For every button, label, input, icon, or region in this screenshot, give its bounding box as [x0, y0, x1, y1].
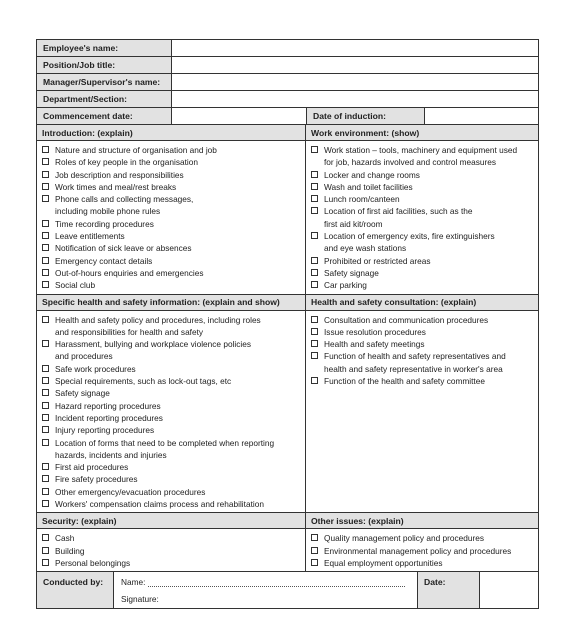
signature-label: Signature:: [121, 594, 159, 605]
employee-name-label: Employee's name:: [37, 40, 171, 56]
induction-date-field[interactable]: [424, 108, 538, 124]
introduction-item-label: Out-of-hours enquiries and emergencies: [55, 267, 204, 278]
security-section: [37, 513, 306, 571]
conducted-by-row: [37, 572, 538, 608]
other-issues-item-label: Quality management policy and procedures: [324, 533, 485, 544]
security-item-label: Cash: [55, 533, 75, 544]
introduction-item: [41, 242, 305, 254]
introduction-item: [41, 218, 305, 230]
conducted-by-label: Conducted by:: [37, 572, 113, 608]
work-environment-item-label: Car parking: [324, 280, 367, 291]
checkbox[interactable]: [311, 257, 318, 264]
department-label: Department/Section:: [37, 91, 171, 107]
work-environment-item: [310, 255, 538, 267]
other-issues-item-label: Equal employment opportunities: [324, 557, 443, 568]
security-item: [41, 545, 305, 557]
checkbox[interactable]: [42, 220, 49, 227]
date-field[interactable]: [479, 572, 538, 608]
work-environment-item-label: Safety signage: [324, 267, 379, 278]
introduction-item-label: Notification of sick leave or absences: [55, 243, 192, 254]
intro-work-section: [37, 125, 538, 295]
consultation-item-label: Function of the health and safety committee: [324, 376, 485, 387]
manager-field[interactable]: [171, 74, 538, 90]
checkbox[interactable]: [42, 365, 49, 372]
checkbox[interactable]: [311, 269, 318, 276]
checkbox[interactable]: [42, 439, 49, 446]
security-item: [41, 557, 305, 569]
health-safety-consultation-heading: Health and safety consultation: (explain): [306, 295, 538, 311]
introduction-item-label: Leave entitlements: [55, 231, 125, 242]
consultation-item-label: Issue resolution procedures: [324, 326, 426, 337]
security-item: [41, 532, 305, 544]
checkbox[interactable]: [42, 171, 49, 178]
checkbox[interactable]: [311, 559, 318, 566]
work-environment-item-label: Prohibited or restricted areas: [324, 255, 431, 266]
commencement-date-field[interactable]: [171, 108, 306, 124]
health-safety-info-item-label: Location of forms that need to be completed when reporting hazards, incidents and injuries: [55, 437, 275, 460]
checkbox[interactable]: [42, 547, 49, 554]
introduction-section: [37, 125, 306, 294]
employee-name-row: [37, 40, 538, 57]
conducted-by-fields: [121, 572, 421, 604]
health-safety-info-item-label: Harassment, bullying and workplace violence policies and procedures: [55, 339, 251, 362]
work-environment-item-label: Lunch room/canteen: [324, 194, 400, 205]
introduction-item-label: Job description and responsibilities: [55, 169, 184, 180]
health-safety-section: [37, 295, 538, 514]
security-item-label: Building: [55, 545, 85, 556]
checkbox[interactable]: [42, 377, 49, 384]
consultation-item: [310, 375, 538, 387]
work-environment-item: [310, 205, 538, 230]
work-environment-checklist: [306, 141, 538, 294]
checkbox[interactable]: [42, 232, 49, 239]
work-environment-item: [310, 144, 538, 169]
health-safety-info-item-label: Injury reporting procedures: [55, 425, 155, 436]
introduction-item: [41, 255, 305, 267]
checkbox[interactable]: [42, 463, 49, 470]
consultation-item: [310, 338, 538, 350]
other-issues-checklist: [306, 529, 538, 571]
checkbox[interactable]: [42, 340, 49, 347]
security-heading: Security: (explain): [37, 513, 305, 529]
health-safety-info-item-label: Other emergency/evacuation procedures: [55, 486, 206, 497]
health-safety-info-item-label: Special requirements, such as lock-out tags, etc: [55, 376, 232, 387]
checkbox[interactable]: [311, 328, 318, 335]
checkbox[interactable]: [311, 340, 318, 347]
checkbox[interactable]: [42, 414, 49, 421]
health-safety-info-item: [41, 437, 305, 462]
health-safety-info-item-label: First aid procedures: [55, 462, 129, 473]
work-environment-item-label: Wash and toilet facilities: [324, 181, 413, 192]
security-checklist: [37, 529, 305, 571]
other-issues-section: [306, 513, 538, 571]
health-safety-info-item: [41, 498, 305, 510]
health-safety-info-item: [41, 375, 305, 387]
other-issues-heading: Other issues: (explain): [306, 513, 538, 529]
other-issues-item-label: Environmental management policy and procedures: [324, 545, 512, 556]
checkbox[interactable]: [311, 171, 318, 178]
checkbox[interactable]: [311, 534, 318, 541]
work-environment-item-label: Work station – tools, machinery and equipment used for job, hazards involved and control measures: [324, 145, 518, 168]
name-field-line[interactable]: [121, 572, 421, 587]
work-environment-item-label: Locker and change rooms: [324, 169, 420, 180]
dates-row: [37, 108, 538, 125]
checkbox[interactable]: [311, 195, 318, 202]
consultation-checklist: [306, 311, 538, 390]
employee-name-field[interactable]: [171, 40, 538, 56]
health-safety-info-item: [41, 387, 305, 399]
induction-date-label: Date of induction:: [306, 108, 424, 124]
checkbox[interactable]: [42, 183, 49, 190]
checkbox[interactable]: [311, 352, 318, 359]
work-environment-heading: Work environment: (show): [306, 125, 538, 141]
security-other-section: [37, 513, 538, 572]
checkbox[interactable]: [42, 475, 49, 482]
checkbox[interactable]: [311, 207, 318, 214]
checkbox[interactable]: [42, 402, 49, 409]
checkbox[interactable]: [42, 426, 49, 433]
health-safety-info-item-label: Workers' compensation claims process and rehabilitation: [55, 499, 264, 510]
other-issues-item: [310, 557, 538, 569]
work-environment-item: [310, 169, 538, 181]
checkbox[interactable]: [311, 377, 318, 384]
work-environment-section: [306, 125, 538, 294]
health-safety-info-item: [41, 424, 305, 436]
department-field[interactable]: [171, 91, 538, 107]
health-safety-consultation-section: [306, 295, 538, 513]
health-safety-info-item: [41, 461, 305, 473]
induction-checklist-form: [36, 39, 539, 609]
checkbox[interactable]: [42, 500, 49, 507]
checkbox[interactable]: [42, 195, 49, 202]
date-label: Date:: [417, 572, 479, 608]
consultation-item-label: Health and safety meetings: [324, 339, 425, 350]
name-underline: [148, 577, 405, 587]
checkbox[interactable]: [311, 316, 318, 323]
checkbox[interactable]: [42, 244, 49, 251]
introduction-item-label: Emergency contact details: [55, 255, 153, 266]
health-safety-info-item-label: Health and safety policy and procedures, including roles and responsibilities for health and safety: [55, 314, 261, 337]
checkbox[interactable]: [311, 281, 318, 288]
health-safety-info-item: [41, 486, 305, 498]
health-safety-info-item-label: Hazard reporting procedures: [55, 400, 161, 411]
introduction-item-label: Phone calls and collecting messages, including mobile phone rules: [55, 194, 194, 217]
checkbox[interactable]: [42, 281, 49, 288]
introduction-item-label: Work times and meal/rest breaks: [55, 181, 177, 192]
manager-label: Manager/Supervisor's name:: [37, 74, 171, 90]
checkbox[interactable]: [42, 146, 49, 153]
commencement-date-label: Commencement date:: [37, 108, 171, 124]
checkbox[interactable]: [311, 547, 318, 554]
health-safety-info-item: [41, 473, 305, 485]
name-label: Name:: [121, 577, 146, 588]
introduction-item: [41, 267, 305, 279]
signature-field-line[interactable]: [121, 587, 421, 604]
manager-row: [37, 74, 538, 91]
work-environment-item-label: Location of first aid facilities, such as the first aid kit/room: [324, 206, 473, 229]
department-row: [37, 91, 538, 108]
checkbox[interactable]: [42, 389, 49, 396]
checkbox[interactable]: [311, 232, 318, 239]
checkbox[interactable]: [42, 488, 49, 495]
health-safety-info-item: [41, 363, 305, 375]
checkbox[interactable]: [42, 559, 49, 566]
position-field[interactable]: [171, 57, 538, 73]
work-environment-item-label: Location of emergency exits, fire extinguishers and eye wash stations: [324, 231, 495, 254]
introduction-item: [41, 230, 305, 242]
position-label: Position/Job title:: [37, 57, 171, 73]
introduction-item: [41, 169, 305, 181]
checkbox[interactable]: [42, 534, 49, 541]
introduction-item-label: Roles of key people in the organisation: [55, 157, 198, 168]
health-safety-info-checklist: [37, 311, 305, 513]
position-row: [37, 57, 538, 74]
health-safety-info-item: [41, 400, 305, 412]
introduction-item: [41, 156, 305, 168]
other-issues-item: [310, 545, 538, 557]
health-safety-info-item-label: Incident reporting procedures: [55, 412, 163, 423]
work-environment-item: [310, 267, 538, 279]
introduction-item: [41, 181, 305, 193]
introduction-item-label: Nature and structure of organisation and job: [55, 145, 217, 155]
introduction-item: [41, 144, 305, 156]
checkbox[interactable]: [311, 183, 318, 190]
health-safety-info-section: [37, 295, 306, 513]
checkbox[interactable]: [42, 316, 49, 323]
checkbox[interactable]: [42, 158, 49, 165]
consultation-item-label: Function of health and safety representatives and health and safety representative in worker's area: [324, 351, 506, 374]
other-issues-item: [310, 532, 538, 544]
health-safety-info-item-label: Fire safety procedures: [55, 474, 138, 485]
introduction-checklist: [37, 141, 305, 294]
checkbox[interactable]: [311, 146, 318, 153]
consultation-item: [310, 326, 538, 338]
work-environment-item: [310, 230, 538, 255]
introduction-item-label: Time recording procedures: [55, 218, 154, 229]
introduction-item: [41, 279, 305, 291]
health-safety-info-item: [41, 314, 305, 339]
health-safety-info-item: [41, 338, 305, 363]
health-safety-info-item: [41, 412, 305, 424]
introduction-item-label: Social club: [55, 280, 96, 291]
introduction-heading: Introduction: (explain): [37, 125, 305, 141]
introduction-item: [41, 193, 305, 218]
health-safety-info-item-label: Safe work procedures: [55, 363, 136, 374]
work-environment-item: [310, 193, 538, 205]
consultation-item: [310, 350, 538, 375]
consultation-item-label: Consultation and communication procedures: [324, 314, 489, 325]
work-environment-item: [310, 181, 538, 193]
health-safety-info-item-label: Safety signage: [55, 388, 110, 399]
work-environment-item: [310, 279, 538, 291]
checkbox[interactable]: [42, 269, 49, 276]
health-safety-info-heading: Specific health and safety information: (explain and show): [37, 295, 305, 311]
checkbox[interactable]: [42, 257, 49, 264]
consultation-item: [310, 314, 538, 326]
security-item-label: Personal belongings: [55, 557, 131, 568]
